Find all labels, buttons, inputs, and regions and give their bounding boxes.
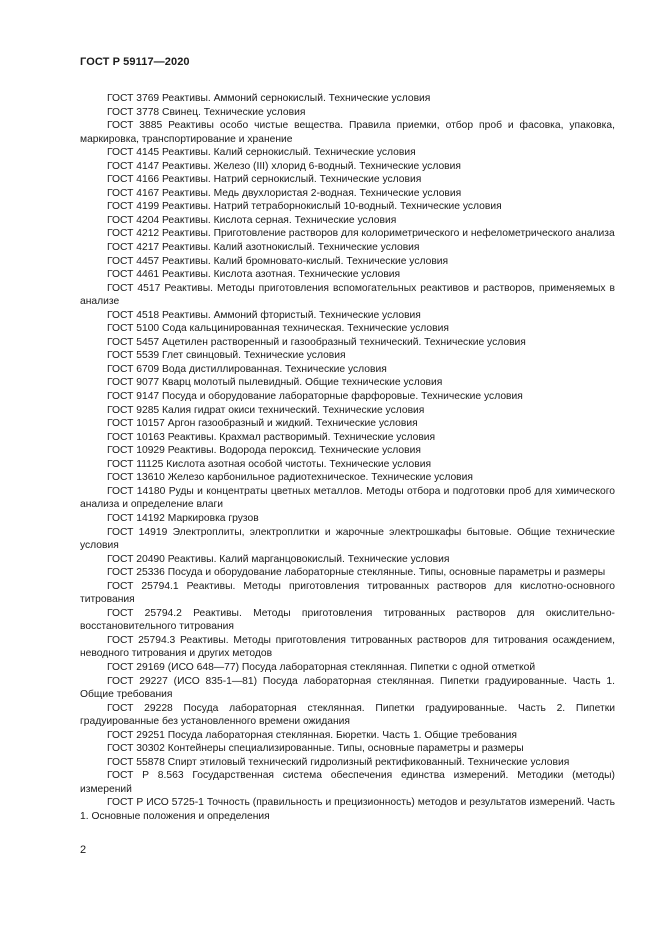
reference-item: ГОСТ 29251 Посуда лабораторная стеклянная. Бюретки. Часть 1. Общие требования	[107, 729, 517, 741]
reference-item: ГОСТ 4217 Реактивы. Калий азотнокислый. Технические условия	[107, 242, 420, 254]
reference-item: ГОСТ 29227 (ИСО 835-1—81) Посуда лабораторная стеклянная. Пипетки градуированные. Часть 1. Общие требования	[80, 675, 615, 701]
reference-item: ГОСТ 4518 Реактивы. Аммоний фтористый. Технические условия	[107, 309, 421, 321]
reference-item: ГОСТ 10929 Реактивы. Водорода пероксид. Технические условия	[107, 445, 421, 457]
reference-item: ГОСТ 20490 Реактивы. Калий марганцовокислый. Технические условия	[107, 553, 450, 565]
reference-item: ГОСТ 55878 Спирт этиловый технический гидролизный ректификованный. Технические условия	[107, 756, 570, 768]
reference-item: ГОСТ 25794.1 Реактивы. Методы приготовления титрованных растворов для кислотно-основного титрования	[80, 580, 615, 606]
reference-item: ГОСТ 10163 Реактивы. Крахмал растворимый. Технические условия	[107, 431, 436, 443]
reference-item: ГОСТ Р 8.563 Государственная система обеспечения единства измерений. Методики (методы) измерений	[80, 770, 615, 795]
reference-item: ГОСТ 4147 Реактивы. Железо (III) хлорид 6-водный. Технические условия	[107, 160, 461, 172]
reference-item: ГОСТ 13610 Железо карбонильное радиотехническое. Технические условия	[107, 472, 473, 484]
reference-item: ГОСТ 14180 Руды и концентраты цветных металлов. Методы отбора и подготовки проб для химического анализа и определение влаги	[80, 485, 615, 511]
reference-item: ГОСТ 4212 Реактивы. Приготовление растворов для колориметрического и нефелометрического анализа	[107, 228, 615, 240]
reference-item: ГОСТ 9147 Посуда и оборудование лабораторные фарфоровые. Технические условия	[107, 391, 523, 403]
reference-item: ГОСТ 3885 Реактивы особо чистые вещества. Правила приемки, отбор проб и фасовка, упаковка, маркировка, транспортирование и хранение	[80, 120, 615, 145]
reference-item: ГОСТ 5539 Глет свинцовый. Технические условия	[107, 350, 346, 362]
reference-item: ГОСТ 4145 Реактивы. Калий сернокислый. Технические условия	[107, 147, 416, 159]
reference-item: ГОСТ 4517 Реактивы. Методы приготовления вспомогательных реактивов и растворов, применяемых в анализе	[80, 282, 615, 308]
reference-item: ГОСТ 25336 Посуда и оборудование лабораторные стеклянные. Типы, основные параметры и размеры	[107, 567, 606, 579]
reference-item: ГОСТ 10157 Аргон газообразный и жидкий. Технические условия	[107, 418, 418, 430]
reference-item: ГОСТ 29228 Посуда лабораторная стеклянная. Пипетки градуированные. Часть 2. Пипетки градуированные без установленного времени ожидания	[80, 702, 615, 728]
reference-item: ГОСТ 9285 Калия гидрат окиси технический. Технические условия	[107, 404, 425, 416]
reference-item: ГОСТ 14192 Маркировка грузов	[107, 512, 259, 524]
reference-item: ГОСТ 5457 Ацетилен растворенный и газообразный технический. Технические условия	[107, 336, 526, 348]
reference-item: ГОСТ 4457 Реактивы. Калий бромновато-кислый. Технические условия	[107, 255, 449, 267]
reference-item: ГОСТ 29169 (ИСО 648—77) Посуда лабораторная стеклянная. Пипетки с одной отметкой	[107, 661, 536, 673]
reference-item: ГОСТ 14919 Электроплиты, электроплитки и жарочные электрошкафы бытовые. Общие технические условия	[80, 526, 615, 552]
reference-item: ГОСТ 3778 Свинец. Технические условия	[107, 106, 306, 118]
reference-item: ГОСТ 4167 Реактивы. Медь двухлористая 2-водная. Технические условия	[107, 187, 462, 199]
reference-item: ГОСТ 9077 Кварц молотый пылевидный. Общие технические условия	[107, 377, 443, 389]
reference-item: ГОСТ 3769 Реактивы. Аммоний сернокислый. Технические условия	[107, 93, 431, 104]
reference-item: ГОСТ 25794.3 Реактивы. Методы приготовления титрованных растворов для титрования осаждением, неводного титрования и других методов	[80, 634, 615, 660]
reference-item: ГОСТ 11125 Кислота азотная особой чистоты. Технические условия	[107, 458, 432, 470]
document-header: ГОСТ Р 59117—2020	[80, 56, 190, 68]
reference-item: ГОСТ Р ИСО 5725-1 Точность (правильность и прецизионность) методов и результатов измерений. Часть 1. Основные положения и определения	[80, 797, 615, 822]
reference-item: ГОСТ 4461 Реактивы. Кислота азотная. Технические условия	[107, 269, 401, 281]
reference-item: ГОСТ 4204 Реактивы. Кислота серная. Технические условия	[107, 214, 397, 226]
reference-item: ГОСТ 30302 Контейнеры специализированные. Типы, основные параметры и размеры	[107, 743, 524, 755]
reference-item: ГОСТ 25794.2 Реактивы. Методы приготовления титрованных растворов для окислительно-восстановительного титрования	[80, 607, 615, 633]
reference-item: ГОСТ 5100 Сода кальцинированная техническая. Технические условия	[107, 323, 449, 335]
page-number: 2	[80, 844, 87, 856]
reference-item: ГОСТ 4199 Реактивы. Натрий тетраборнокислый 10-водный. Технические условия	[107, 201, 502, 213]
reference-item: ГОСТ 4166 Реактивы. Натрий сернокислый. Технические условия	[107, 174, 422, 186]
normative-references-list	[80, 92, 615, 824]
reference-item: ГОСТ 6709 Вода дистиллированная. Технические условия	[107, 363, 387, 375]
